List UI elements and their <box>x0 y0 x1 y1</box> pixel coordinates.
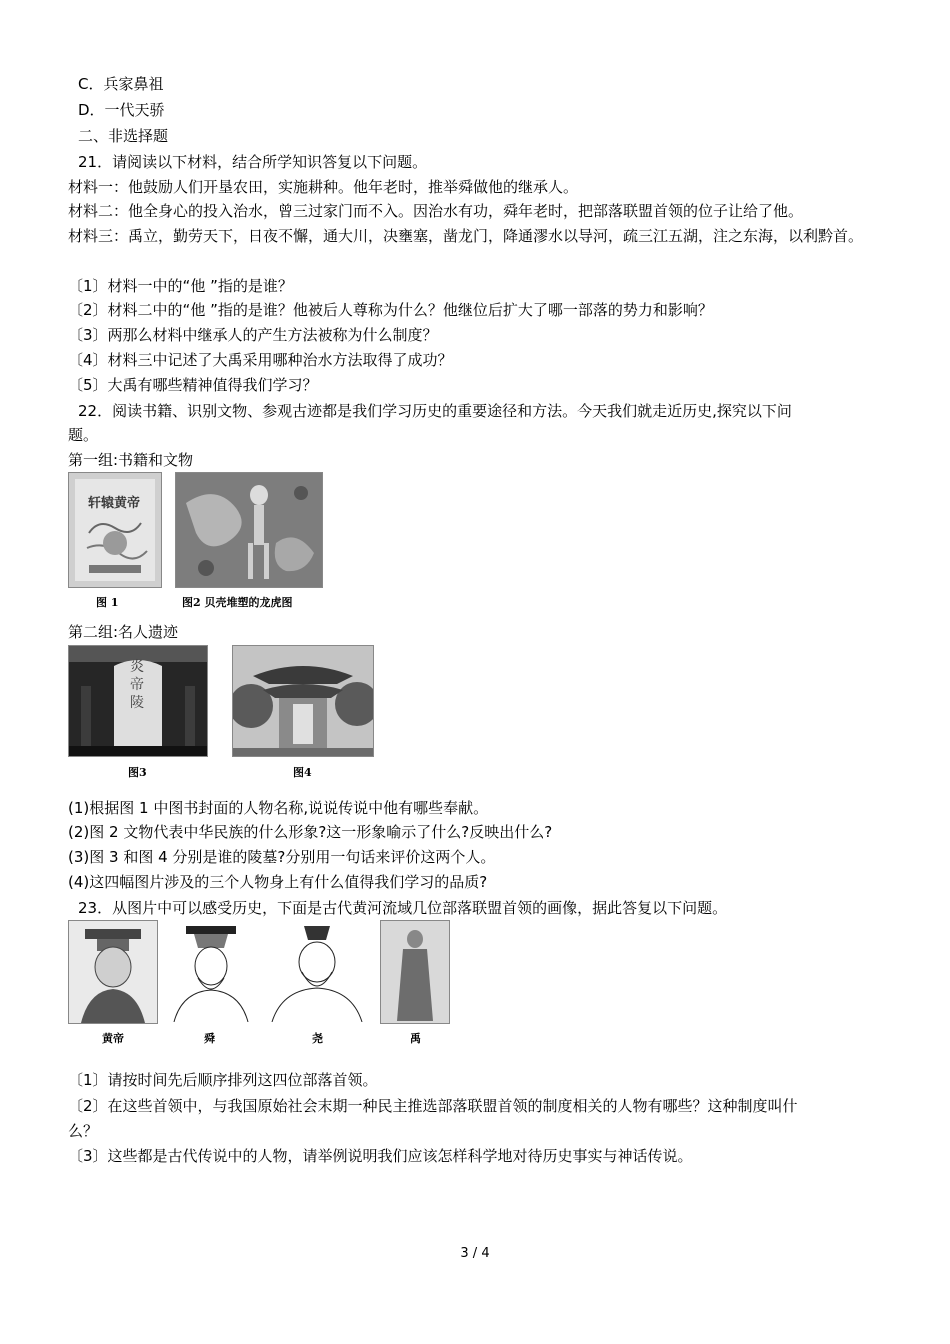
portrait-label-yu: 禹 <box>410 1032 421 1045</box>
q21-sub-5: 〔5〕大禹有哪些精神值得我们学习？ <box>68 376 318 394</box>
figure-3-stele-text: 炎帝陵 <box>130 659 144 711</box>
figure-1-book-title: 轩辕黄帝 <box>87 496 140 511</box>
q21-material-2: 材料二：他全身心的投入治水，曾三过家门而不入。因治水有功，舜年老时，把部落联盟首领的位子让给了他。 <box>68 202 804 220</box>
q21-sub-4: 〔4〕材料三中记述了大禹采用哪种治水方法取得了成功？ <box>68 351 453 369</box>
q23-sub-2-line1: 〔2〕在这些首领中，与我国原始社会末期一种民主推选部落联盟首领的制度相关的人物有哪些？这种制度叫什 <box>68 1097 798 1115</box>
q22-sub-4: (4)这四幅图片涉及的三个人物身上有什么值得我们学习的品质? <box>68 873 488 891</box>
q22-intro-line1: 22．阅读书籍、识别文物、参观古迹都是我们学习历史的重要途径和方法。今天我们就走近历史,探究以下问 <box>78 402 792 420</box>
portrait-yao <box>264 920 370 1022</box>
portrait-yu <box>380 920 450 1024</box>
portrait-label-shun: 舜 <box>204 1032 215 1045</box>
portrait-shun <box>164 920 256 1022</box>
portrait-huangdi <box>68 920 158 1024</box>
q23-sub-3: 〔3〕这些都是古代传说中的人物，请举例说明我们应该怎样科学地对待历史事实与神话传说。 <box>68 1147 693 1165</box>
q21-material-1: 材料一：他鼓励人们开垦农田，实施耕种。他年老时，推举舜做他的继承人。 <box>68 178 579 196</box>
portrait-label-yao: 尧 <box>312 1032 323 1045</box>
q22-sub-1: (1)根据图 1 中图书封面的人物名称,说说传说中他有哪些奉献。 <box>68 799 489 817</box>
q23-sub-2-line2: 么？ <box>68 1122 99 1140</box>
q23-sub-1: 〔1〕请按时间先后顺序排列这四位部落首领。 <box>68 1071 378 1089</box>
q22-group-1-label: 第一组:书籍和文物 <box>68 451 194 469</box>
q23-intro: 23．从图片中可以感受历史，下面是古代黄河流域几位部落联盟首领的画像，据此答复以下问题。 <box>78 899 728 917</box>
figure-4-pavilion <box>232 645 374 757</box>
q22-sub-3: (3)图 3 和图 4 分别是谁的陵墓?分别用一句话来评价这两个人。 <box>68 848 496 866</box>
figure-1-caption: 图 1 <box>96 596 119 609</box>
q21-sub-3: 〔3〕两那么材料中继承人的产生方法被称为什么制度？ <box>68 326 438 344</box>
figure-3-caption: 图3 <box>128 766 147 779</box>
q22-intro-line2: 题。 <box>68 426 99 444</box>
q22-group-2-label: 第二组:名人遗迹 <box>68 623 179 641</box>
q21-material-3: 材料三：禹立，勤劳天下，日夜不懈，通大川，决壅塞，凿龙门，降通漻水以导河，疏三江五湖，注之东海，以利黔首。 <box>68 227 864 245</box>
q21-sub-1: 〔1〕材料一中的“他 ”指的是谁？ <box>68 277 293 295</box>
page-number: 3 / 4 <box>460 1246 490 1261</box>
portrait-label-huangdi: 黄帝 <box>102 1032 124 1045</box>
figure-1-book-cover <box>68 472 162 588</box>
option-d: D．一代天骄 <box>78 101 165 119</box>
section-title: 二、非选择题 <box>78 127 169 145</box>
figure-2-shell-dragon-tiger <box>175 472 323 588</box>
q22-sub-2: (2)图 2 文物代表中华民族的什么形象?这一形象喻示了什么?反映出什么? <box>68 823 553 841</box>
q21-intro: 21．请阅读以下材料，结合所学知识答复以下问题。 <box>78 153 428 171</box>
figure-2-caption: 图2 贝壳堆塑的龙虎图 <box>182 596 293 609</box>
figure-4-caption: 图4 <box>293 766 312 779</box>
q21-sub-2: 〔2〕材料二中的“他 ”指的是谁？他被后人尊称为什么？他继位后扩大了哪一部落的势力和影响？ <box>68 301 713 319</box>
option-c: C．兵家鼻祖 <box>78 75 164 93</box>
